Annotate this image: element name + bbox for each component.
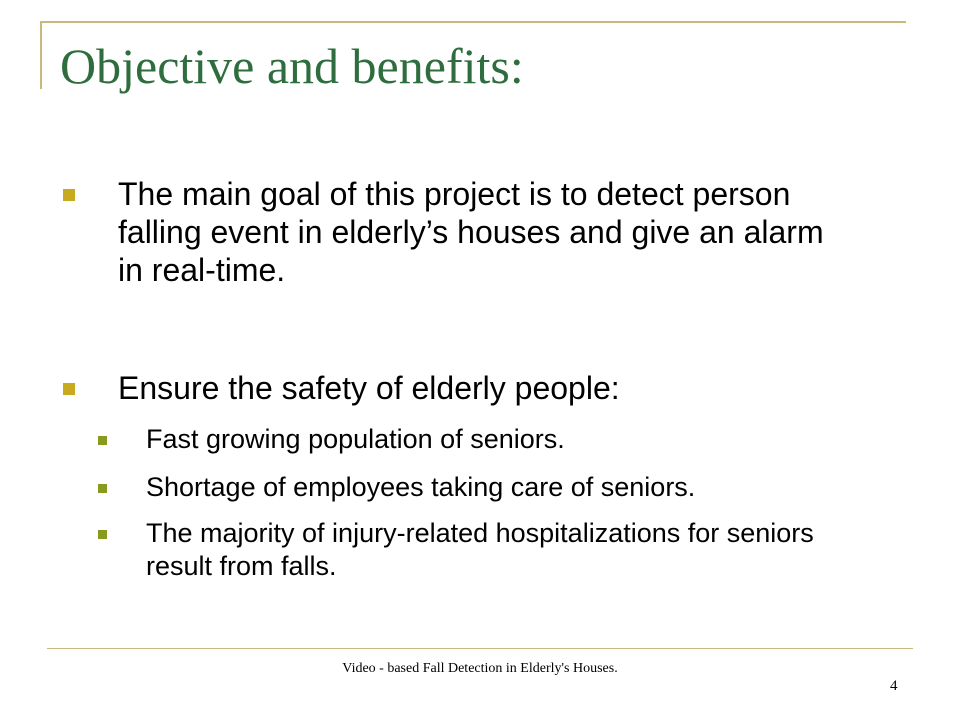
sub-bullet-item	[146, 517, 876, 583]
sub-bullet-text: The majority of injury-related hospitalizations for seniors result from falls.	[146, 518, 814, 581]
bullet-item	[118, 175, 848, 289]
square-bullet-icon	[98, 530, 107, 539]
square-bullet-icon	[63, 189, 75, 201]
bullet-item	[118, 369, 848, 407]
left-frame-line	[40, 21, 42, 89]
top-frame-line	[40, 21, 906, 23]
footer-text: Video - based Fall Detection in Elderly's Houses.	[342, 661, 618, 676]
bullet-text: The main goal of this project is to detect person falling event in elderly’s houses and give an alarm in real-time.	[118, 176, 824, 288]
page-number: 4	[890, 678, 898, 694]
square-bullet-icon	[98, 484, 107, 493]
slide-title: Objective and benefits:	[60, 38, 524, 94]
sub-bullet-item	[146, 423, 876, 456]
sub-bullet-text: Fast growing population of seniors.	[146, 424, 565, 454]
bullet-text: Ensure the safety of elderly people:	[118, 370, 620, 406]
sub-bullet-item	[146, 471, 876, 504]
sub-bullet-text: Shortage of employees taking care of seniors.	[146, 472, 696, 502]
square-bullet-icon	[98, 436, 107, 445]
square-bullet-icon	[63, 383, 75, 395]
footer-divider	[47, 648, 913, 649]
